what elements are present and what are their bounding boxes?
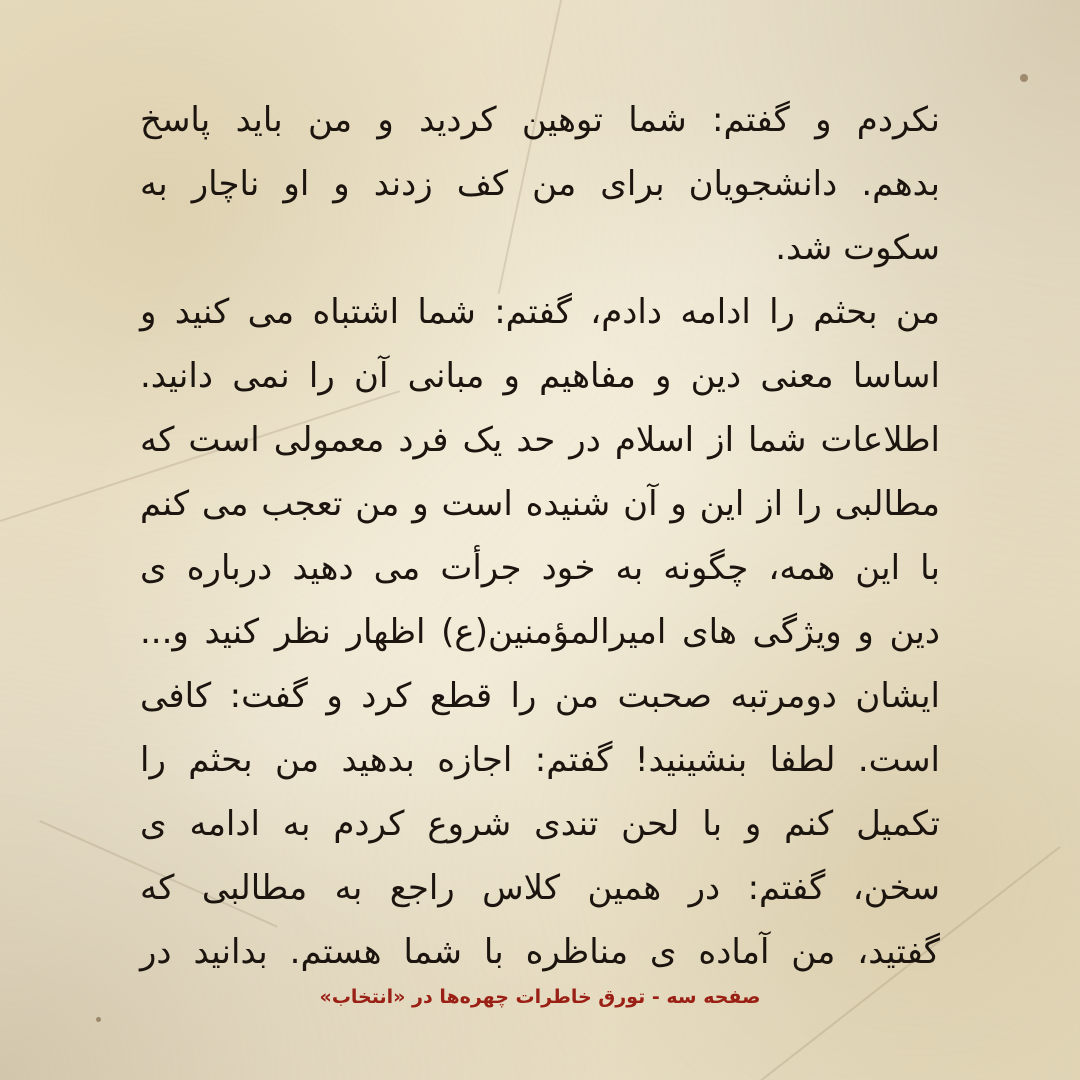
text-line: اطلاعات شما از اسلام در حد یک فرد معمولی است که bbox=[140, 420, 940, 460]
text-line: است. لطفا بنشینید! گفتم: اجازه بدهید من بحثم را bbox=[140, 740, 940, 780]
page-content bbox=[140, 88, 940, 984]
text-line: من بحثم را ادامه دادم، گفتم: شما اشتباه می کنید و bbox=[140, 292, 940, 332]
body-text bbox=[140, 88, 940, 984]
footer-caption: صفحه سه - تورق خاطرات چهره‌ها در «انتخاب» bbox=[319, 986, 761, 1008]
text-line: ایشان دومرتبه صحبت من را قطع کرد و گفت: کافی bbox=[140, 676, 940, 716]
text-line: سخن، گفتم: در همین کلاس راجع به مطالبی که bbox=[140, 868, 940, 908]
text-line: دین و ویژگی های امیرالمؤمنین(ع) اظهار نظر کنید و... bbox=[140, 612, 940, 652]
text-line: تکمیل کنم و با لحن تندی شروع کردم به ادامه ی bbox=[140, 804, 940, 844]
text-line: مطالبی را از این و آن شنیده است و من تعجب می کنم bbox=[140, 484, 940, 524]
text-line: سکوت شد. bbox=[775, 228, 940, 268]
paper-stain bbox=[96, 1017, 101, 1022]
text-line: نکردم و گفتم: شما توهین کردید و من باید پاسخ bbox=[140, 100, 940, 140]
paper-stain bbox=[1020, 74, 1028, 82]
text-line: گفتید، من آماده ی مناظره با شما هستم. بدانید در bbox=[140, 932, 940, 972]
text-line: با این همه، چگونه به خود جرأت می دهید درباره ی bbox=[140, 548, 940, 588]
text-line: بدهم. دانشجویان برای من کف زدند و او ناچار به bbox=[140, 164, 940, 204]
text-line: اساسا معنی دین و مفاهیم و مبانی آن را نمی دانید. bbox=[140, 356, 940, 396]
